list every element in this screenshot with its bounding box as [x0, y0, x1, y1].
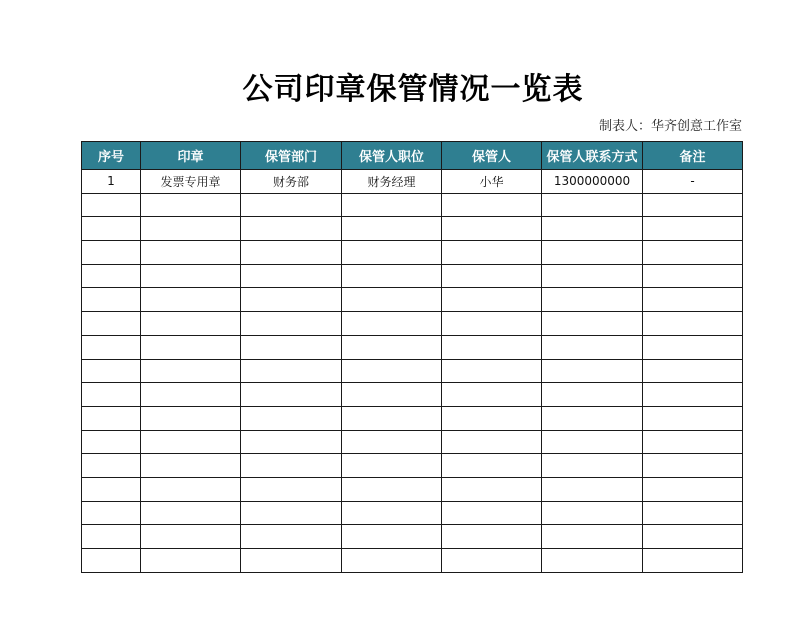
table-row — [82, 359, 743, 383]
column-header-seal: 印章 — [141, 142, 241, 170]
department-cell[interactable] — [241, 525, 342, 549]
index-cell[interactable] — [82, 383, 141, 407]
keeper-cell[interactable] — [442, 359, 542, 383]
keeper-cell[interactable] — [442, 335, 542, 359]
header-row — [82, 142, 743, 170]
table-row — [82, 193, 743, 217]
keeper-cell[interactable] — [442, 477, 542, 501]
table-row — [82, 288, 743, 312]
keeper-contact-cell[interactable] — [542, 312, 643, 336]
seal-cell[interactable] — [141, 501, 241, 525]
department-cell[interactable] — [241, 454, 342, 478]
keeper-position-cell[interactable]: 财务经理 — [342, 170, 442, 194]
keeper-cell[interactable] — [442, 406, 542, 430]
department-cell[interactable] — [241, 501, 342, 525]
table-header — [82, 142, 743, 170]
keeper-position-cell[interactable] — [342, 454, 442, 478]
keeper-contact-cell[interactable] — [542, 264, 643, 288]
keeper-position-cell[interactable] — [342, 241, 442, 265]
keeper-position-cell[interactable] — [342, 288, 442, 312]
table-row — [82, 430, 743, 454]
index-cell[interactable] — [82, 241, 141, 265]
remarks-cell[interactable] — [643, 312, 743, 336]
department-cell[interactable] — [241, 217, 342, 241]
keeper-cell[interactable] — [442, 264, 542, 288]
department-cell[interactable] — [241, 241, 342, 265]
table-row — [82, 525, 743, 549]
department-cell[interactable] — [241, 477, 342, 501]
keeper-cell[interactable] — [442, 312, 542, 336]
department-cell[interactable] — [241, 335, 342, 359]
keeper-contact-cell[interactable] — [542, 359, 643, 383]
table-row — [82, 477, 743, 501]
keeper-contact-cell[interactable] — [542, 549, 643, 573]
column-header-keeper-position: 保管人职位 — [342, 142, 442, 170]
keeper-cell[interactable] — [442, 241, 542, 265]
table-body — [82, 170, 743, 573]
index-cell[interactable] — [82, 406, 141, 430]
seal-cell[interactable] — [141, 406, 241, 430]
table-row — [82, 241, 743, 265]
remarks-cell[interactable]: - — [643, 170, 743, 194]
remarks-cell[interactable] — [643, 383, 743, 407]
column-header-keeper: 保管人 — [442, 142, 542, 170]
seal-custody-table — [81, 141, 743, 573]
keeper-cell[interactable] — [442, 430, 542, 454]
keeper-cell[interactable] — [442, 288, 542, 312]
keeper-contact-cell[interactable] — [542, 501, 643, 525]
seal-cell[interactable] — [141, 335, 241, 359]
keeper-position-cell[interactable] — [342, 549, 442, 573]
department-cell[interactable] — [241, 406, 342, 430]
seal-cell[interactable] — [141, 264, 241, 288]
keeper-cell[interactable] — [442, 217, 542, 241]
remarks-cell[interactable] — [643, 501, 743, 525]
index-cell[interactable] — [82, 430, 141, 454]
remarks-cell[interactable] — [643, 454, 743, 478]
seal-cell[interactable] — [141, 217, 241, 241]
department-cell[interactable] — [241, 312, 342, 336]
document-title: 公司印章保管情况一览表 — [242, 72, 584, 107]
keeper-contact-cell[interactable] — [542, 193, 643, 217]
seal-cell[interactable] — [141, 525, 241, 549]
index-cell[interactable]: 1 — [82, 170, 141, 194]
seal-cell[interactable] — [141, 312, 241, 336]
remarks-cell[interactable] — [643, 217, 743, 241]
table-row — [82, 383, 743, 407]
keeper-contact-cell[interactable] — [542, 477, 643, 501]
seal-cell[interactable] — [141, 549, 241, 573]
index-cell[interactable] — [82, 288, 141, 312]
keeper-contact-cell[interactable] — [542, 288, 643, 312]
remarks-cell[interactable] — [643, 241, 743, 265]
remarks-cell[interactable] — [643, 193, 743, 217]
index-cell[interactable] — [82, 264, 141, 288]
remarks-cell[interactable] — [643, 549, 743, 573]
keeper-cell[interactable]: 小华 — [442, 170, 542, 194]
column-header-keeper-contact: 保管人联系方式 — [542, 142, 643, 170]
department-cell[interactable] — [241, 288, 342, 312]
index-cell[interactable] — [82, 217, 141, 241]
remarks-cell[interactable] — [643, 288, 743, 312]
keeper-position-cell[interactable] — [342, 217, 442, 241]
index-cell[interactable] — [82, 501, 141, 525]
seal-cell[interactable]: 发票专用章 — [141, 170, 241, 194]
remarks-cell[interactable] — [643, 525, 743, 549]
seal-cell[interactable] — [141, 241, 241, 265]
index-cell[interactable] — [82, 193, 141, 217]
index-cell[interactable] — [82, 359, 141, 383]
remarks-cell[interactable] — [643, 264, 743, 288]
remarks-cell[interactable] — [643, 359, 743, 383]
column-header-remarks: 备注 — [643, 142, 743, 170]
seal-cell[interactable] — [141, 359, 241, 383]
seal-cell[interactable] — [141, 430, 241, 454]
department-cell[interactable] — [241, 193, 342, 217]
seal-cell[interactable] — [141, 477, 241, 501]
remarks-cell[interactable] — [643, 406, 743, 430]
keeper-position-cell[interactable] — [342, 359, 442, 383]
department-cell[interactable] — [241, 383, 342, 407]
keeper-cell[interactable] — [442, 383, 542, 407]
keeper-cell[interactable] — [442, 454, 542, 478]
keeper-contact-cell[interactable] — [542, 335, 643, 359]
keeper-contact-cell[interactable] — [542, 454, 643, 478]
index-cell[interactable] — [82, 477, 141, 501]
index-cell[interactable] — [82, 549, 141, 573]
keeper-position-cell[interactable] — [342, 501, 442, 525]
index-cell[interactable] — [82, 525, 141, 549]
keeper-position-cell[interactable] — [342, 193, 442, 217]
table-row — [82, 454, 743, 478]
remarks-cell[interactable] — [643, 335, 743, 359]
department-cell[interactable] — [241, 430, 342, 454]
table-row — [82, 264, 743, 288]
seal-cell[interactable] — [141, 193, 241, 217]
department-cell[interactable] — [241, 359, 342, 383]
keeper-cell[interactable] — [442, 501, 542, 525]
seal-cell[interactable] — [141, 288, 241, 312]
remarks-cell[interactable] — [643, 477, 743, 501]
keeper-position-cell[interactable] — [342, 525, 442, 549]
keeper-contact-cell[interactable] — [542, 383, 643, 407]
table-row — [82, 549, 743, 573]
table-maker-credit: 制表人：华齐创意工作室 — [598, 119, 742, 134]
keeper-position-cell[interactable] — [342, 312, 442, 336]
keeper-position-cell[interactable] — [342, 383, 442, 407]
index-cell[interactable] — [82, 312, 141, 336]
table-row — [82, 501, 743, 525]
keeper-position-cell[interactable] — [342, 335, 442, 359]
column-header-index: 序号 — [82, 142, 141, 170]
keeper-position-cell[interactable] — [342, 477, 442, 501]
keeper-cell[interactable] — [442, 193, 542, 217]
keeper-contact-cell[interactable] — [542, 430, 643, 454]
table-row — [82, 406, 743, 430]
keeper-contact-cell[interactable] — [542, 406, 643, 430]
keeper-position-cell[interactable] — [342, 264, 442, 288]
table-row — [82, 312, 743, 336]
keeper-contact-cell[interactable]: 1300000000 — [542, 170, 643, 194]
index-cell[interactable] — [82, 454, 141, 478]
keeper-cell[interactable] — [442, 549, 542, 573]
keeper-contact-cell[interactable] — [542, 241, 643, 265]
seal-cell[interactable] — [141, 454, 241, 478]
department-cell[interactable] — [241, 549, 342, 573]
seal-cell[interactable] — [141, 383, 241, 407]
index-cell[interactable] — [82, 335, 141, 359]
department-cell[interactable]: 财务部 — [241, 170, 342, 194]
column-header-department: 保管部门 — [241, 142, 342, 170]
keeper-cell[interactable] — [442, 525, 542, 549]
keeper-position-cell[interactable] — [342, 406, 442, 430]
table-row — [82, 217, 743, 241]
table-row — [82, 335, 743, 359]
keeper-contact-cell[interactable] — [542, 525, 643, 549]
keeper-contact-cell[interactable] — [542, 217, 643, 241]
table-row — [82, 170, 743, 194]
department-cell[interactable] — [241, 264, 342, 288]
remarks-cell[interactable] — [643, 430, 743, 454]
keeper-position-cell[interactable] — [342, 430, 442, 454]
